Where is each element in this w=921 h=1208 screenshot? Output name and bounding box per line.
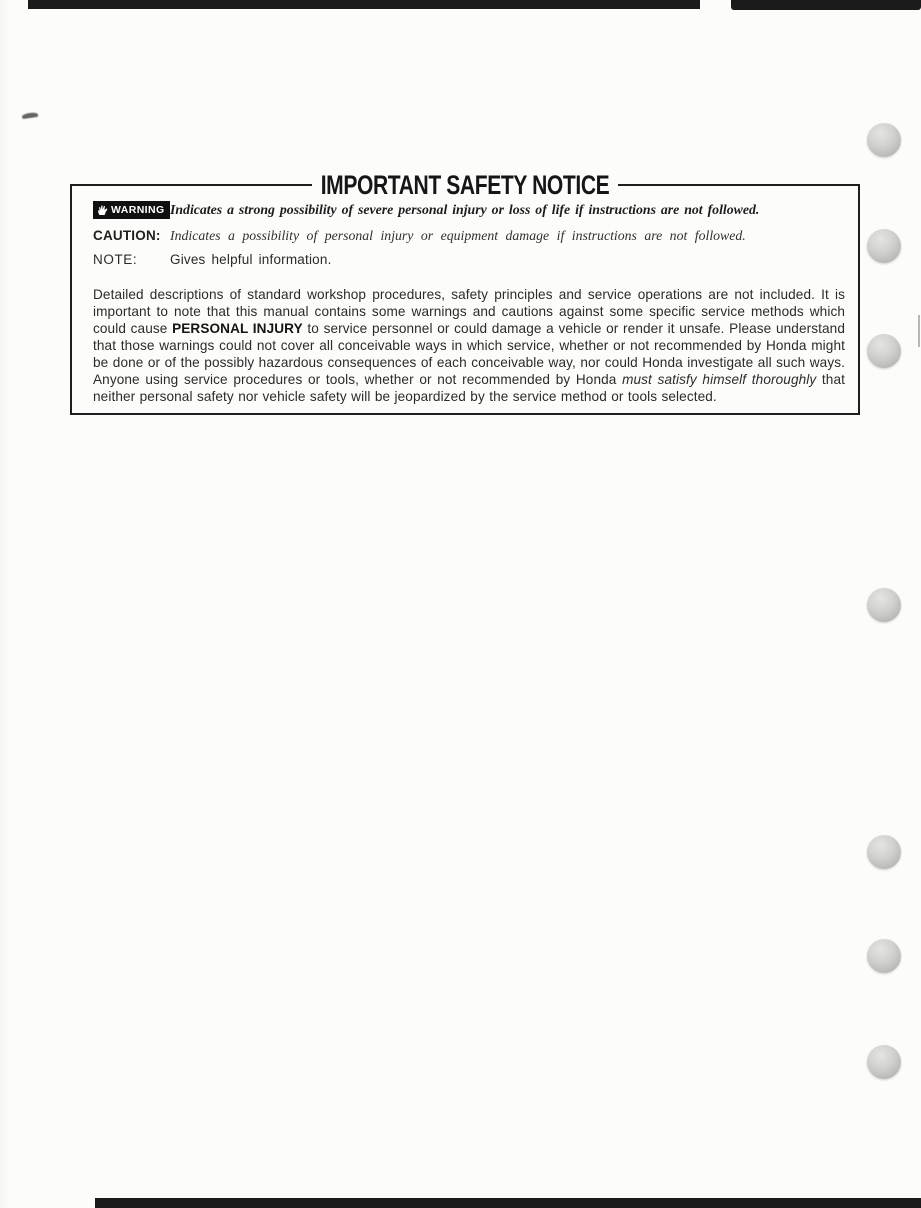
page-title-text: IMPORTANT SAFETY NOTICE	[320, 169, 610, 200]
caution-text: Indicates a possibility of personal injury or equipment damage if instructions are not followed.	[170, 228, 746, 243]
binder-hole	[867, 123, 901, 157]
paragraph-part-3: that neither personal safety nor vehicle safety will be jeopardized by the service method or tools selected.	[93, 372, 846, 404]
note-row	[93, 252, 846, 267]
note-text: Gives helpful information.	[170, 252, 332, 267]
binder-hole	[867, 939, 901, 973]
hand-icon	[97, 204, 109, 216]
pen-smudge-artifact	[22, 112, 39, 119]
paragraph-part-1: Detailed descriptions of standard workshop procedures, safety principles and service operations are not included. It is important to note that this manual contains some warnings and cautions against some specific service methods which could cause	[93, 287, 845, 336]
paragraph-part-2: to service personnel or could damage a vehicle or render it unsafe. Please understand that those warnings could not cover all conceivable ways in which service, whether or not recommended by Honda might be done or of the possibly hazardous consequences of each conceivable way, nor could Honda investigate all such ways. Anyone using service procedures or tools, whether or not recommended by Honda	[93, 321, 845, 387]
binder-hole	[867, 1045, 901, 1079]
caution-label: CAUTION:	[93, 228, 161, 243]
safety-notice-box	[70, 169, 860, 415]
paragraph-italic-must-satisfy: must satisfy himself thoroughly	[622, 372, 817, 387]
notice-paragraph	[93, 286, 845, 405]
warning-badge	[93, 201, 170, 219]
binder-hole	[867, 334, 901, 368]
scan-edge-bar-top-left	[28, 0, 700, 9]
page-title	[312, 169, 618, 201]
warning-badge-label: WARNING	[111, 203, 165, 216]
warning-text: Indicates a strong possibility of severe personal injury or loss of life if instructions are not followed.	[170, 202, 760, 217]
paragraph-bold-personal-injury: PERSONAL INJURY	[172, 321, 303, 336]
scan-edge-bar-top-right	[731, 0, 921, 10]
page-edge-artifact	[918, 315, 920, 347]
binder-hole	[867, 588, 901, 622]
binder-hole	[867, 835, 901, 869]
note-label: NOTE:	[93, 252, 138, 267]
binder-hole	[867, 229, 901, 263]
scan-edge-bar-bottom	[95, 1198, 921, 1208]
warning-row	[93, 201, 846, 221]
caution-row	[93, 228, 846, 244]
warning-badge-cell	[93, 201, 170, 221]
